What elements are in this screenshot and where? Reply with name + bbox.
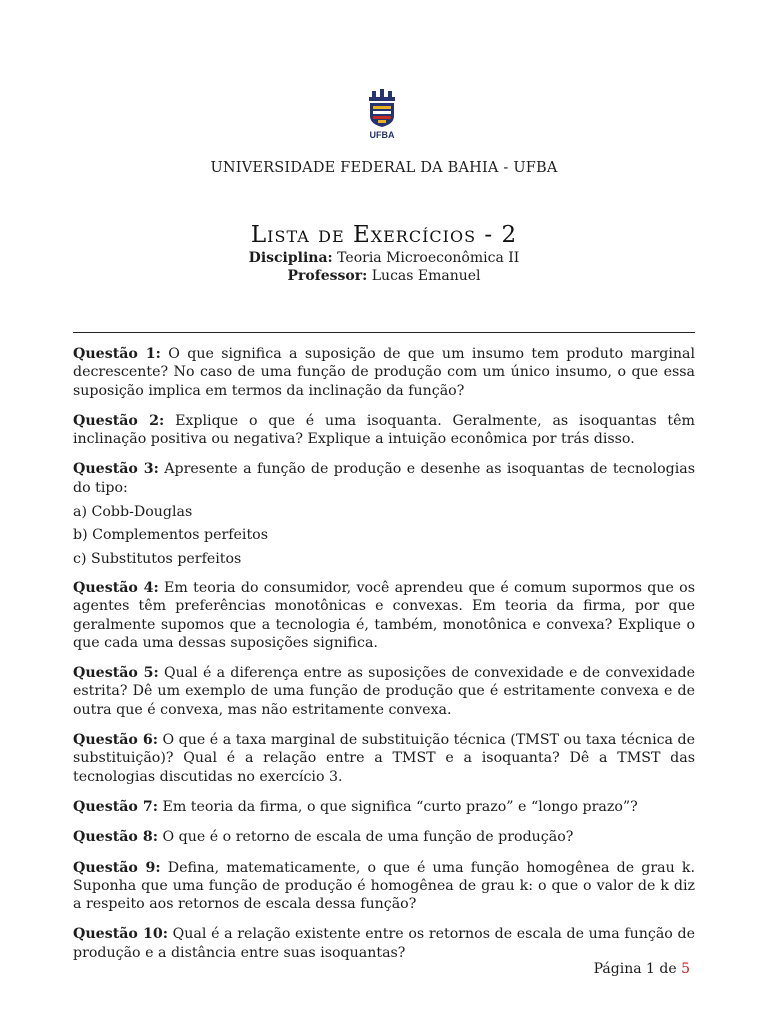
question-text: O que é o retorno de escala de uma função de produção?: [162, 829, 574, 846]
university-name: UNIVERSIDADE FEDERAL DA BAHIA - UFBA: [210, 160, 558, 176]
question-text: O que é a taxa marginal de substituição técnica (TMST ou taxa técnica de substituição)? Qual é a relação entre a TMST e a isoquanta? Dê a TMST das tecnologias discutidas no exercício 3.: [73, 732, 696, 785]
header-divider: [73, 332, 695, 333]
professor-value: Lucas Emanuel: [371, 268, 481, 284]
question-text: Explique o que é uma isoquanta. Geralmente, as isoquantas têm inclinação positiva ou negativa? Explique a intuição econômica por trás disso.: [73, 412, 695, 448]
question-text: Defina, matematicamente, o que é uma função homogênea de grau k. Suponha que uma função de produção é homogênea de grau k: o que o valor de k diz a respeito aos retornos de escala dessa função?: [73, 859, 696, 913]
question-text: Em teoria da firma, o que significa “curto prazo” e “longo prazo”?: [162, 798, 638, 815]
question-text: Qual é a relação existente entre os retornos de escala de uma função de produção e a distância entre suas isoquantas?: [73, 926, 695, 961]
question-label: Questão 8:: [73, 829, 158, 846]
question-label: Questão 7:: [73, 798, 158, 815]
document-title: Lista de Exercícios - 2: [250, 222, 518, 248]
question-7: [73, 798, 695, 816]
question-label: Questão 3:: [73, 461, 159, 478]
page-number: [594, 961, 690, 977]
question-label: Questão 1:: [73, 346, 161, 362]
professor-label: Professor:: [287, 268, 368, 284]
question-5: [73, 664, 695, 719]
question-10: [73, 925, 695, 962]
page-total: 5: [681, 961, 690, 977]
question-1: [73, 345, 695, 400]
question-label: Questão 6:: [73, 732, 158, 749]
page-prefix: Página 1 de: [593, 961, 677, 977]
question-text: Qual é a diferença entre as suposições de convexidade e de convexidade estrita? Dê um exemplo de uma função de produção que é estritamente convexa e de outra que é convexa, mas não estritamente convexa.: [73, 665, 695, 718]
discipline-line: [0, 250, 768, 266]
question-list: [73, 345, 695, 974]
question-8: [73, 828, 695, 846]
logo-text: UFBA: [369, 130, 395, 140]
question-2: [73, 412, 695, 449]
question-6: [73, 731, 695, 786]
question-9: [73, 859, 695, 914]
ufba-logo: [343, 86, 421, 142]
question-text: Apresente a função de produção e desenhe as isoquantas de tecnologias do tipo:: [73, 461, 696, 496]
question-text: Em teoria do consumidor, você aprendeu que é comum supormos que os agentes têm preferências monotônicas e convexas. Em teoria da firma, por que geralmente supomos que a tecnologia é, também, monotônica e convexa? Explique o que cada uma dessas suposições significa.: [73, 579, 696, 651]
question-3-item-b: b) Complementos perfeitos: [73, 527, 268, 544]
question-label: Questão 2:: [73, 412, 165, 429]
question-label: Questão 5:: [73, 665, 159, 682]
discipline-value: Teoria Microeconômica II: [337, 250, 520, 266]
question-3: [73, 460, 695, 497]
discipline-label: Disciplina:: [248, 250, 333, 266]
question-text: O que significa a suposição de que um insumo tem produto marginal decrescente? No caso de uma função de produção com um único insumo, o que essa suposição implica em termos da inclinação da função?: [73, 346, 696, 399]
professor-line: [0, 268, 768, 284]
question-label: Questão 10:: [73, 926, 168, 943]
question-3-item-a: a) Cobb-Douglas: [73, 504, 193, 521]
question-3-item-c: c) Substitutos perfeitos: [73, 550, 242, 567]
question-label: Questão 9:: [73, 859, 161, 876]
question-4: [73, 579, 695, 652]
question-label: Questão 4:: [73, 579, 159, 596]
